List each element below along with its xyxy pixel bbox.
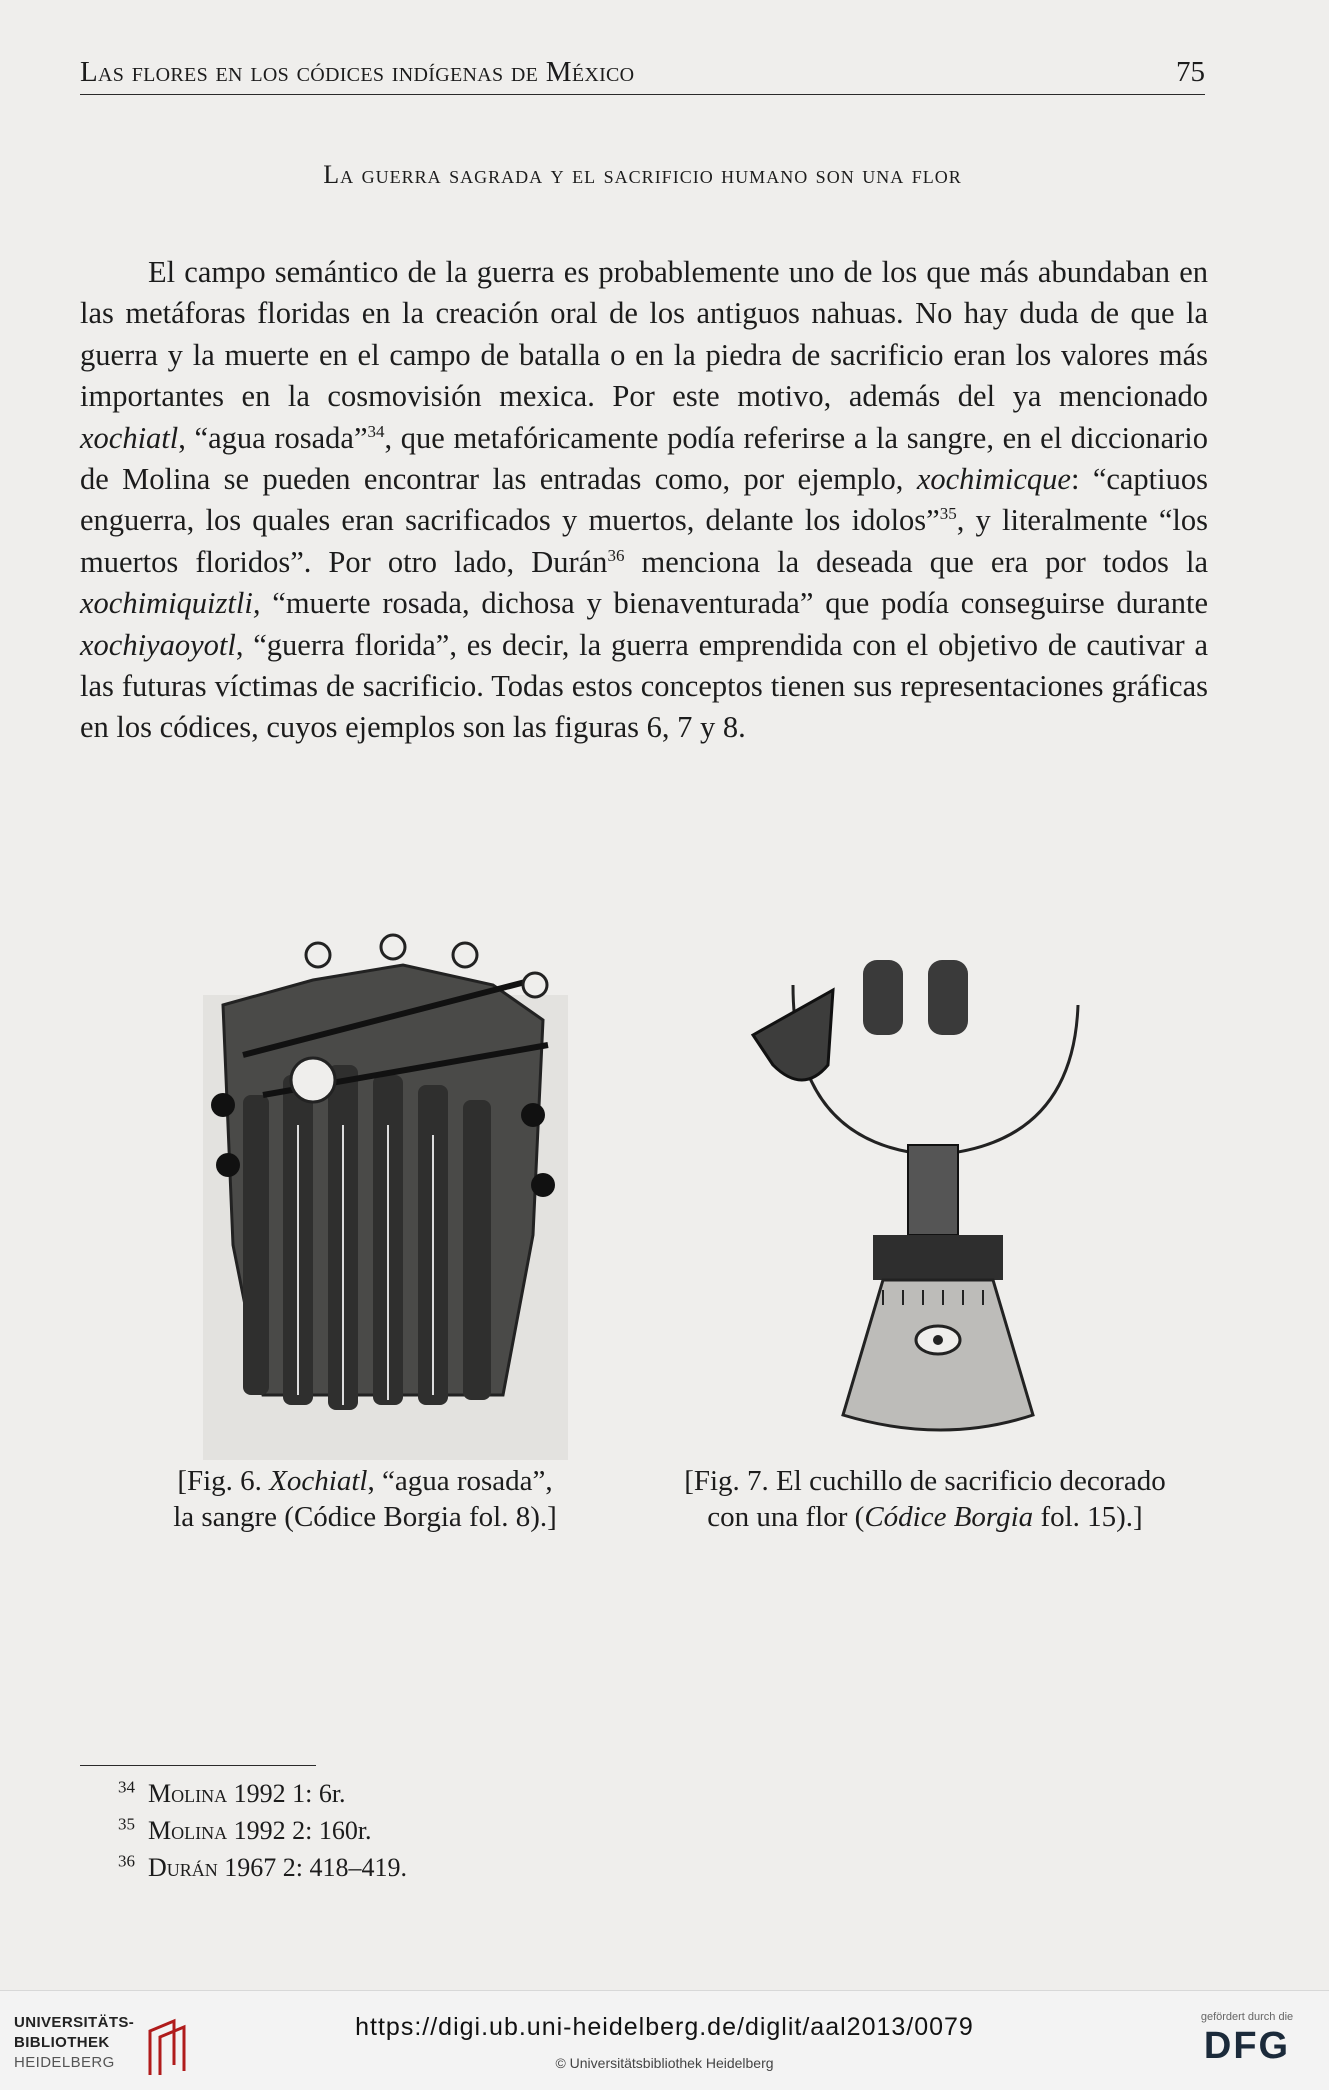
text-run: , “guerra florida”, es decir, la guerra emprendida con el objetivo de cautivar a las futuras víctimas de sacrificio. Todas estos conceptos tienen sus representaciones gráficas en los códices, cuyos ejemplos son las figuras 6, 7 y 8.: [80, 627, 1208, 745]
text-run: , y literalmente “los muertos floridos”. Por otro lado, Durán: [80, 503, 1208, 579]
section-heading: La guerra sagrada y el sacrificio humano son una flor: [323, 160, 962, 189]
footnote-ref[interactable]: 36: [607, 545, 625, 565]
text-run: , “agua rosada”: [178, 420, 368, 455]
body-text: [80, 252, 1208, 749]
footnote-35: $^{35}$ Molina 1992 2: 160r.: [118, 1814, 372, 1845]
page-number: 75: [1176, 56, 1205, 88]
text-run: menciona la deseada que era por todos la: [624, 544, 1208, 579]
permalink-url[interactable]: https://digi.ub.uni-heidelberg.de/diglit/aal2013/0079: [355, 2013, 974, 2041]
footnote-divider: [80, 1765, 316, 1766]
footnotes: [118, 1775, 407, 1886]
text-run: xochiatl: [80, 420, 179, 455]
digitization-footer: [0, 1990, 1329, 2090]
footnote-ref[interactable]: 34: [367, 421, 385, 441]
footnote-34: $^{34}$ Molina 1992 1: 6r.: [118, 1777, 346, 1808]
running-head: [80, 50, 1205, 95]
text-run: “muerte rosada, dichosa y bienaventurada” que podía conseguirse durante: [260, 586, 1208, 621]
text-run: : “captiuos enguerra, los quales eran sacrificados y muertos, delante los idolos”: [80, 462, 1208, 538]
figure-7-caption: [Fig. 7. El cuchillo de sacrificio decorado con una flor (Códice Borgia fol. 15).]: [684, 1465, 1166, 1533]
text-run: xochimiquiztli,: [80, 586, 261, 621]
main-paragraph: [80, 252, 1208, 749]
figure-6-illustration: [203, 925, 568, 1460]
text-run: , que metafóricamente podía referirse a la sangre, en el diccionario de Molina se pueden encontrar las entradas como, por ejemplo,: [80, 420, 1208, 497]
copyright-notice: © Universitätsbibliothek Heidelberg: [555, 2055, 774, 2071]
running-title: Las flores en los códices indígenas de México: [80, 56, 635, 88]
footnote-36: $^{36}$ Durán 1967 2: 418–419.: [118, 1851, 408, 1882]
library-logo[interactable]: UNIVERSITÄTS- BIBLIOTHEK HEIDELBERG: [14, 2013, 209, 2078]
funder-logo[interactable]: gefördert durch die DFG: [1200, 2011, 1294, 2067]
figure-6-caption: [Fig. 6. Xochiatl, “agua rosada”, la sangre (Códice Borgia fol. 8).]: [173, 1465, 557, 1533]
text-run: xochiyaoyotl: [80, 627, 236, 662]
footnote-ref[interactable]: 35: [939, 504, 957, 524]
text-run: El campo semántico de la guerra es probablemente uno de los que más abundaban en las metáforas floridas en la creación oral de los antiguos nahuas. No hay duda de que la guerra y la muerte en el campo de batalla o en la piedra de sacrificio eran los valores más importantes en la cosmovisión mexica. Por este motivo, además del ya mencionado: [80, 255, 1208, 414]
figure-7-illustration: [733, 945, 1153, 1455]
text-run: xochimicque: [916, 462, 1071, 497]
